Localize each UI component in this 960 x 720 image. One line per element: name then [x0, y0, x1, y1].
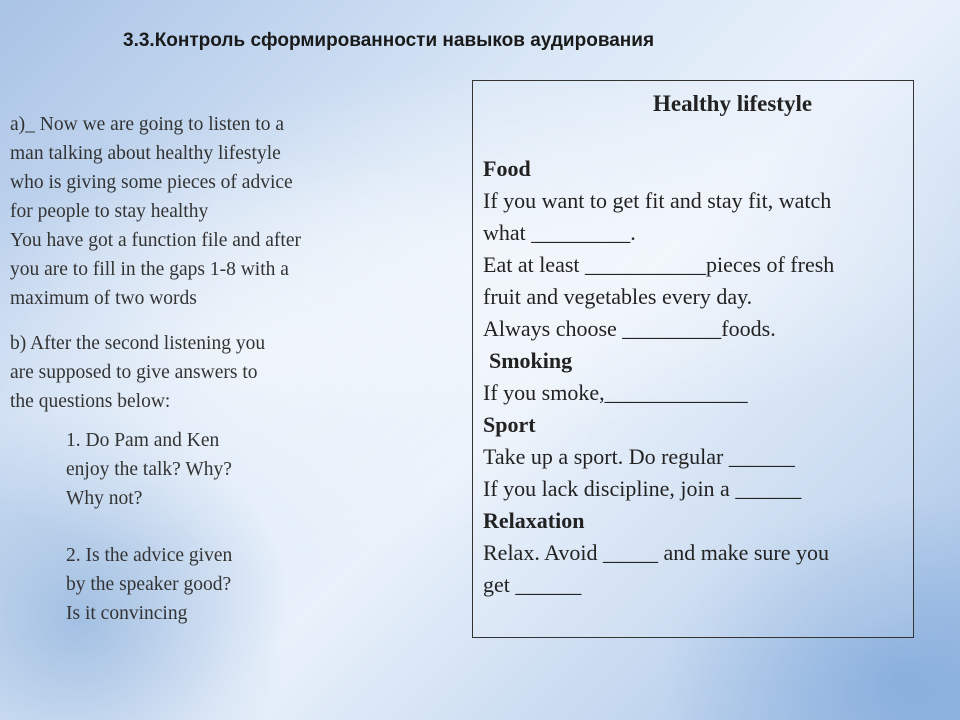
worksheet-line: Eat at least ___________pieces of fresh — [483, 252, 835, 277]
question-1-line: 1. Do Pam and Ken — [66, 430, 220, 451]
task-a-line: you are to fill in the gaps 1-8 with a — [10, 259, 289, 280]
question-1-line: enjoy the talk? Why? — [66, 459, 232, 480]
worksheet-line: Relax. Avoid _____ and make sure you — [483, 540, 830, 565]
question-2-line: Is it convincing — [66, 603, 188, 624]
worksheet-line: If you lack discipline, join a ______ — [483, 476, 802, 501]
question-1 — [66, 426, 306, 513]
worksheet-line: what _________. — [483, 220, 636, 245]
question-2-line: by the speaker good? — [66, 574, 232, 595]
worksheet-box — [472, 80, 914, 638]
question-2-line: 2. Is the advice given — [66, 545, 233, 566]
task-a-line: man talking about healthy lifestyle — [10, 143, 281, 164]
question-1-line: Why not? — [66, 488, 143, 509]
task-a-instructions — [10, 110, 370, 313]
worksheet-line: If you want to get fit and stay fit, watch — [483, 188, 832, 213]
task-a-line: a)_ Now we are going to listen to a — [10, 114, 285, 135]
section-heading-relaxation: Relaxation — [483, 508, 585, 533]
task-b-line: the questions below: — [10, 391, 171, 412]
worksheet-line: fruit and vegetables every day. — [483, 284, 753, 309]
worksheet-line: Take up a sport. Do regular ______ — [483, 444, 795, 469]
task-b-line: are supposed to give answers to — [10, 362, 258, 383]
section-heading-food: Food — [483, 156, 531, 181]
worksheet-title: Healthy lifestyle — [653, 91, 813, 116]
task-b-line: b) After the second listening you — [10, 333, 266, 354]
section-heading-sport: Sport — [483, 412, 536, 437]
question-2 — [66, 541, 306, 628]
task-a-line: who is giving some pieces of advice — [10, 172, 293, 193]
task-a-line: maximum of two words — [10, 288, 197, 309]
worksheet-line: get ______ — [483, 572, 582, 597]
task-b-instructions — [10, 329, 370, 416]
worksheet-line: If you smoke,_____________ — [483, 380, 748, 405]
task-a-line: You have got a function file and after — [10, 230, 301, 251]
slide-title: 3.3.Контроль сформированности навыков аудирования — [123, 30, 655, 51]
section-heading-smoking: Smoking — [489, 348, 573, 373]
task-a-line: for people to stay healthy — [10, 201, 209, 222]
worksheet-line: Always choose _________foods. — [483, 316, 776, 341]
